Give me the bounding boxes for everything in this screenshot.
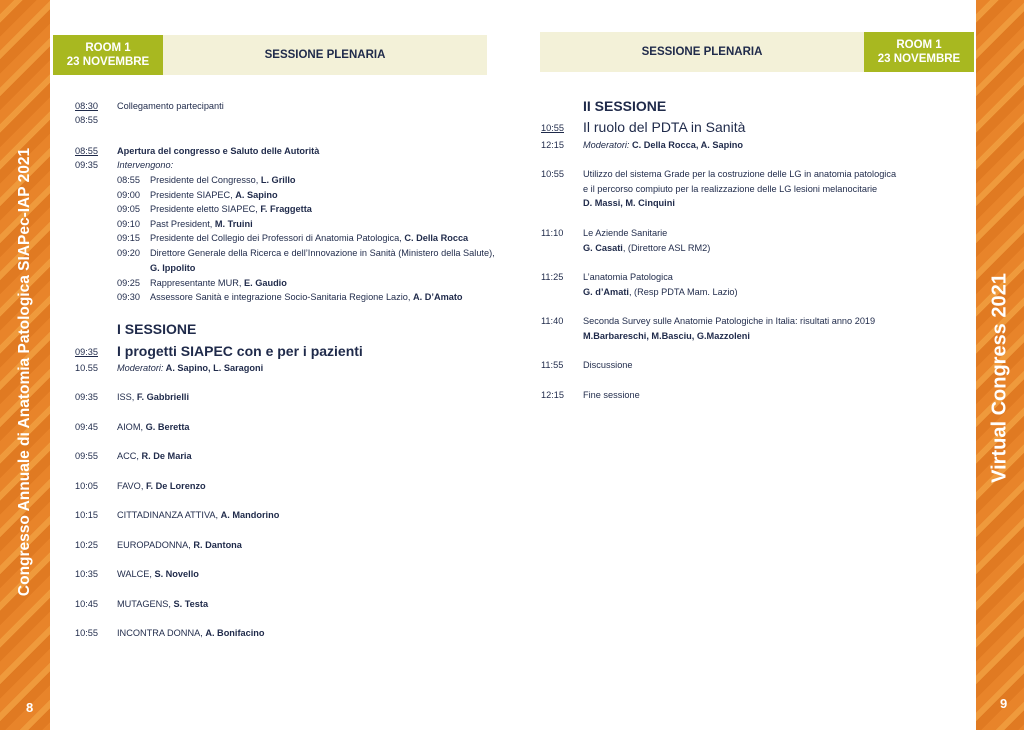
talk-title: Utilizzo del sistema Grade per la costruzione delle LG in anatomia patologica [583, 169, 897, 179]
moderators: Moderatori: C. Della Rocca, A. Sapino [583, 140, 743, 150]
speaker-row: 09:10 [117, 218, 140, 229]
talk-time: 09:35 [75, 392, 98, 402]
talk-speaker: G. d’Amati, (Resp PDTA Mam. Lazio) [583, 286, 738, 297]
speaker-row: 09:00 [117, 189, 140, 200]
talk-time: 11:55 [541, 360, 564, 370]
room-date: 23 NOVEMBRE [66, 56, 150, 68]
talk-row: INCONTRA DONNA, A. Bonifacino [117, 628, 265, 638]
talk-time: 09:45 [75, 422, 98, 432]
speaker-detail: Presidente eletto SIAPEC, F. Fraggetta [150, 204, 312, 214]
speaker-row: 09:20 [117, 248, 140, 258]
time-start: 09:35 [75, 347, 98, 357]
block-title: Collegamento partecipanti [117, 101, 224, 111]
right-room-header [864, 32, 974, 72]
talk-time: 12:15 [541, 390, 564, 400]
talk-time: 10:55 [75, 628, 98, 638]
talk-time: 10:55 [541, 169, 564, 179]
speaker-detail: Presidente del Congresso, L. Grillo [150, 175, 296, 185]
talk-time: 10:15 [75, 510, 98, 520]
talk-time: 10:25 [75, 540, 98, 550]
speaker-detail: G. Ippolito [150, 262, 196, 273]
talk-time: 10:05 [75, 481, 98, 491]
speaker-detail: Past President, M. Truini [150, 218, 253, 229]
left-room-header [53, 35, 163, 75]
talk-row: EUROPADONNA, R. Dantona [117, 540, 242, 550]
talk-row: ISS, F. Gabbrielli [117, 392, 189, 402]
talk-title: L’anatomia Patologica [583, 272, 673, 282]
room-label: ROOM 1 [85, 41, 131, 54]
speaker-detail: Presidente SIAPEC, A. Sapino [150, 189, 278, 200]
talk-speaker: M.Barbareschi, M.Basciu, G.Mazzoleni [583, 330, 750, 341]
block-title: Apertura del congresso e Saluto delle Autorità [117, 146, 320, 156]
left-side-title: Congresso Annuale di Anatomia Patologica SIAPec-IAP 2021 [16, 147, 33, 597]
room-date: 23 NOVEMBRE [877, 53, 961, 65]
talk-time: 11:40 [541, 316, 564, 326]
talk-title: Le Aziende Sanitarie [583, 228, 668, 238]
talk-time: 10:35 [75, 569, 98, 579]
talk-title: e il percorso compiuto per la realizzazione delle LG lesioni melanocitarie [583, 183, 878, 194]
talk-row: AIOM, G. Beretta [117, 422, 190, 432]
speaker-row: 09:25 [117, 277, 140, 288]
talk-time: 11:10 [541, 228, 564, 238]
session-end-label: Fine sessione [583, 390, 640, 400]
left-session-header: SESSIONE PLENARIA [163, 35, 487, 75]
time-start: 08:55 [75, 146, 98, 156]
talk-row: WALCE, S. Novello [117, 569, 199, 579]
time-end: 08:55 [75, 115, 98, 125]
talk-speaker: G. Casati, (Direttore ASL RM2) [583, 242, 711, 253]
right-session-header: SESSIONE PLENARIA [540, 32, 864, 72]
speaker-detail: Rappresentante MUR, E. Gaudio [150, 277, 287, 288]
discussion-label: Discussione [583, 360, 633, 370]
talk-row: MUTAGENS, S. Testa [117, 599, 209, 609]
talk-time: 10:45 [75, 599, 98, 609]
session-label: I SESSIONE [117, 321, 197, 337]
speaker-row: 09:30 [117, 292, 140, 302]
talk-row: ACC, R. De Maria [117, 451, 192, 461]
time-end: 10.55 [75, 363, 98, 373]
talk-title: Seconda Survey sulle Anatomie Patologiche in Italia: risultati anno 2019 [583, 316, 876, 326]
speaker-row: 08:55 [117, 175, 140, 185]
speaker-row: 09:05 [117, 204, 140, 214]
talk-speaker: D. Massi, M. Cinquini [583, 198, 675, 208]
time-end: 09:35 [75, 160, 98, 170]
moderators: Moderatori: A. Sapino, L. Saragoni [117, 363, 264, 373]
session-title: I progetti SIAPEC con e per i pazienti [117, 343, 363, 359]
room-label: ROOM 1 [896, 38, 942, 51]
talk-row: FAVO, F. De Lorenzo [117, 481, 206, 491]
left-page-number: 8 [26, 700, 34, 715]
time-start: 08:30 [75, 101, 98, 111]
speaker-detail: Direttore Generale della Ricerca e dell’Innovazione in Sanità (Ministero della Salute), [150, 248, 495, 258]
talk-time: 09:55 [75, 451, 98, 461]
intervengono-label: Intervengono: [117, 160, 174, 170]
time-start: 10:55 [541, 123, 564, 133]
speaker-detail: Presidente del Collegio dei Professori di Anatomia Patologica, C. Della Rocca [150, 233, 469, 243]
speaker-row: 09:15 [117, 233, 140, 243]
session-title: Il ruolo del PDTA in Sanità [583, 119, 746, 135]
talk-time: 11:25 [541, 272, 564, 282]
talk-row: CITTADINANZA ATTIVA, A. Mandorino [117, 510, 280, 520]
time-end: 12:15 [541, 140, 564, 150]
right-side-title: Virtual Congress 2021 [988, 273, 1011, 483]
right-page-number: 9 [1000, 696, 1008, 711]
session-label: II SESSIONE [583, 98, 667, 114]
speaker-detail: Assessore Sanità e integrazione Socio-Sanitaria Regione Lazio, A. D’Amato [150, 292, 463, 302]
